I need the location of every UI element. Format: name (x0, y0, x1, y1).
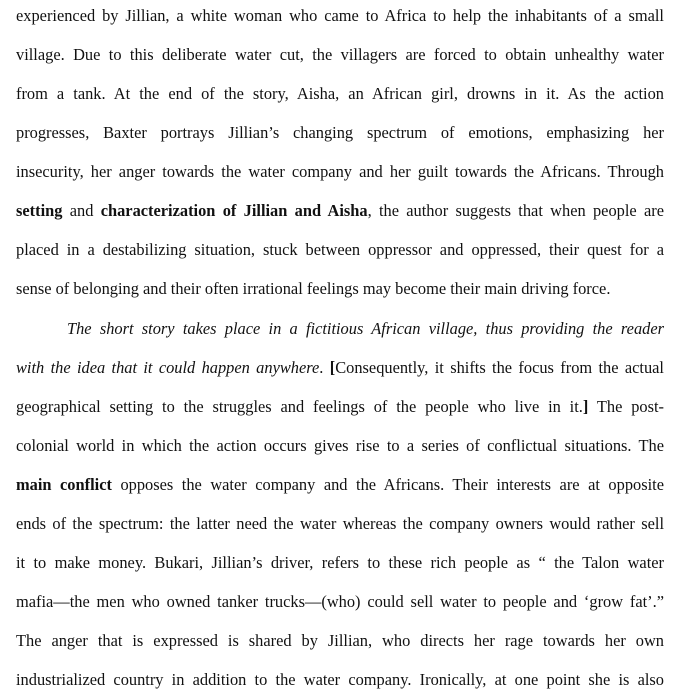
bracket-close: ] (582, 397, 589, 416)
paragraph1-line4: progresses, Baxter portrays Jillian’s changing spectrum of emotions, emphasizing her (16, 123, 664, 142)
paragraph2-line5 (16, 474, 664, 496)
paragraph1-line2: village. Due to this deliberate water cut, the villagers are forced to obtain unhealthy water (16, 45, 664, 64)
paragraph2-line7: it to make money. Bukari, Jillian’s driver, refers to these rich people as “ the Talon water (16, 553, 664, 572)
bold-term-characterization: characterization of Jillian and Aisha (100, 201, 368, 220)
line5-text: opposes the water company and the Africans. Their interests are at opposite (111, 475, 664, 494)
paragraph2-line2 (16, 357, 664, 379)
line3-text: geographical setting to the struggles and feelings of the people who live in it. (16, 397, 583, 416)
line6-text1: and (62, 201, 101, 220)
paragraph1-line6 (16, 200, 664, 222)
line6-text2: , the author suggests that when people are (367, 201, 664, 220)
paragraph2-line10: industrialized country in addition to the water company. Ironically, at one point she is also (16, 670, 664, 689)
line2-period: . (319, 358, 330, 377)
paragraph2-line9: The anger that is expressed is shared by Jillian, who directs her rage towards her own (16, 631, 664, 650)
paragraph1-line1: experienced by Jillian, a white woman who came to Africa to help the inhabitants of a small (16, 6, 664, 25)
paragraph2-line4: colonial world in which the action occurs gives rise to a series of conflictual situations. The (16, 436, 664, 455)
paragraph1-line7: placed in a destabilizing situation, stuck between oppressor and oppressed, their quest for a (16, 240, 664, 259)
bold-term-main-conflict: main conflict (16, 475, 112, 494)
paragraph1-line3: from a tank. At the end of the story, Aisha, an African girl, drowns in it. As the action (16, 84, 664, 103)
paragraph1-line5: insecurity, her anger towards the water company and her guilt towards the Africans. Through (16, 162, 664, 181)
paragraph2-line6: ends of the spectrum: the latter need the water whereas the company owners would rather sell (16, 514, 664, 533)
topic-sentence-italic: with the idea that it could happen anywhere (16, 358, 320, 377)
essay-text (16, 0, 664, 700)
line2-text: Consequently, it shifts the focus from the actual (335, 358, 664, 377)
paragraph2-line8: mafia—the men who owned tanker trucks—(who) could sell water to people and ‘grow fat’.” (16, 592, 664, 611)
paragraph2-line3 (16, 396, 664, 418)
line3-tail: The post- (588, 397, 664, 416)
paragraph1-line8: sense of belonging and their often irrational feelings may become their main driving force. (16, 279, 611, 298)
bold-term-setting: setting (16, 201, 63, 220)
paragraph2-line1: The short story takes place in a fictitious African village, thus providing the reader (67, 319, 664, 338)
bracket-open: [ (329, 358, 336, 377)
